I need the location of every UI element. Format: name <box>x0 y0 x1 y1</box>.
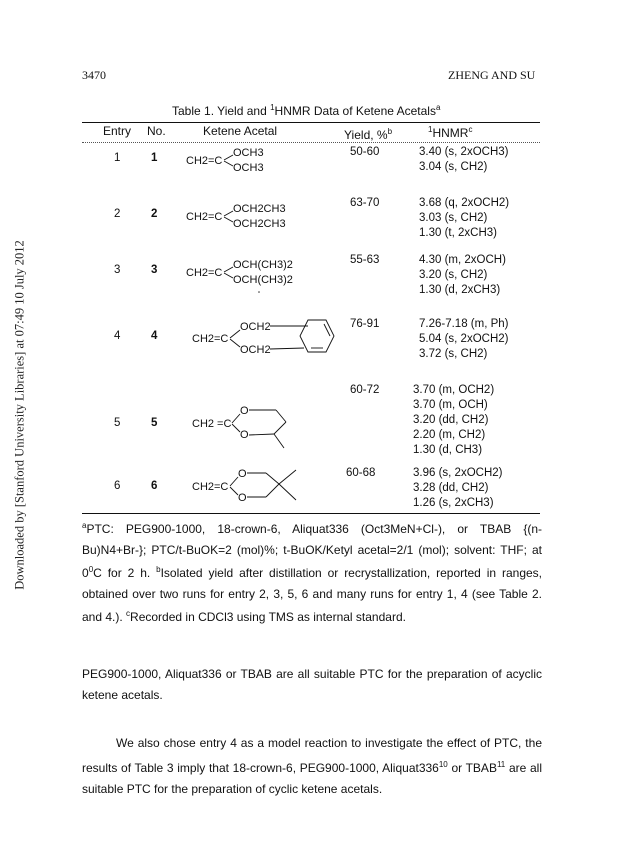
row2-nmr-0: 3.68 (q, 2xOCH2) <box>419 197 510 209</box>
paragraph-2-c: are all suitable PTC for the preparation of cyclic ketene acetals. <box>82 761 542 796</box>
download-note-text: Downloaded by [Stanford University Libraries] at 07:49 10 July 2012 <box>12 240 27 590</box>
row2-nmr-1: 3.03 (s, CH2) <box>419 212 488 224</box>
structure-5 <box>186 398 346 457</box>
row3-nmr-2: 1.30 (d, 2xCH3) <box>419 284 501 296</box>
table-caption <box>172 103 440 118</box>
header-yield-sup: b <box>387 127 393 136</box>
header-ketene: Ketene Acetal <box>203 124 278 138</box>
s2-top: OCH2CH3 <box>233 203 286 215</box>
s6-left: CH2=C <box>192 481 229 493</box>
row4-no: 4 <box>151 330 158 342</box>
header-nmr-note: c <box>468 125 473 134</box>
row5-nmr-4: 1.30 (d, CH3) <box>413 444 483 456</box>
row5-nmr-0: 3.70 (m, OCH2) <box>413 384 495 396</box>
row4-entry: 4 <box>114 330 121 342</box>
header-yield-label: Yield, % <box>344 128 388 142</box>
row4-nmr-1: 5.04 (s, 2xOCH2) <box>419 333 509 345</box>
row5-entry: 5 <box>114 417 121 429</box>
row6-nmr-0: 3.96 (s, 2xOCH2) <box>413 467 503 479</box>
row5-yield: 60-72 <box>350 384 380 396</box>
row6-entry: 6 <box>114 480 121 492</box>
s2-bottom: OCH2CH3 <box>233 218 286 230</box>
footnote-b-text: Isolated yield after distillation or recrystallization, reported in ranges, obtained over two runs for entry 2, 3, 5, 6 and many runs for entry 1, 4 (see Table 2. and 4.). <box>82 566 542 624</box>
footnote-a-text-1: PTC: PEG900-1000, 18-crown-6, Aliquat336 (Oct3MeN+Cl-), or TBAB {(n-Bu)N4+Br-}; PTC/t-BuOK=2 (mol)%; t-BuOK/Ketyl acetal=2/1 (mol); solvent: THF; at 0 <box>82 522 542 580</box>
footnote-b-mark: b <box>156 565 161 574</box>
s6-top: O <box>238 468 247 480</box>
row5-nmr-3: 2.20 (m, CH2) <box>413 429 486 441</box>
s3-bottom: OCH(CH3)2 <box>233 274 293 286</box>
ref-10: 10 <box>438 760 448 769</box>
row3-no: 3 <box>151 264 158 276</box>
row1-nmr-0: 3.40 (s, 2xOCH3) <box>419 146 509 158</box>
row2-yield: 63-70 <box>350 197 380 209</box>
s5-top: O <box>240 405 249 417</box>
page-number: 3470 <box>82 68 106 82</box>
s4-left: CH2=C <box>192 333 229 345</box>
structure-4 <box>186 314 346 369</box>
s3-top: OCH(CH3)2 <box>233 259 293 271</box>
row6-yield: 60-68 <box>346 467 376 479</box>
running-head: ZHENG AND SU <box>448 68 536 82</box>
row1-entry: 1 <box>114 152 121 164</box>
structure-6 <box>186 462 346 517</box>
row6-nmr-2: 1.26 (s, 2xCH3) <box>413 497 494 509</box>
row1-yield: 50-60 <box>350 146 380 158</box>
ref-11: 11 <box>496 760 506 769</box>
caption-rest: HNMR Data of Ketene Acetals <box>274 104 436 118</box>
paragraph-2 <box>82 733 542 800</box>
row3-entry: 3 <box>114 264 121 276</box>
header-yield <box>344 125 392 143</box>
structure-3 <box>186 256 326 301</box>
header-nmr <box>428 123 472 141</box>
footnote-c-mark: c <box>126 609 131 618</box>
paragraph-2-b: or TBAB <box>447 761 497 775</box>
s3-left: CH2=C <box>186 267 223 279</box>
header-nmr-sup: 1 <box>428 125 433 134</box>
row6-nmr-1: 3.28 (dd, CH2) <box>413 482 489 494</box>
header-no: No. <box>147 124 166 138</box>
s1-left: CH2=C <box>186 155 223 167</box>
paragraph-2-a: We also chose entry 4 as a model reaction to investigate the effect of PTC, the results of Table 3 imply that 18-crown-6, PEG900-1000, Aliquat336 <box>82 736 542 775</box>
row2-no: 2 <box>151 208 158 220</box>
row2-entry: 2 <box>114 208 121 220</box>
row2-nmr-2: 1.30 (t, 2xCH3) <box>419 227 497 239</box>
row6-no: 6 <box>151 480 158 492</box>
row4-yield: 76-91 <box>350 318 380 330</box>
s6-bottom: O <box>238 492 247 504</box>
footnote-a-mark: a <box>82 521 87 530</box>
download-note <box>8 180 32 650</box>
footnote-c-text: Recorded in CDCl3 using TMS as internal standard. <box>130 610 406 624</box>
row3-nmr-1: 3.20 (s, CH2) <box>419 269 488 281</box>
header-entry: Entry <box>103 124 132 138</box>
table-caption-lead: Table 1. Yield and <box>172 104 271 118</box>
caption-note: a <box>435 103 441 112</box>
header-nmr-label: HNMR <box>432 126 469 140</box>
row4-nmr-0: 7.26-7.18 (m, Ph) <box>419 318 509 330</box>
row5-no: 5 <box>151 417 158 429</box>
table-header-rule <box>82 142 540 143</box>
row5-nmr-1: 3.70 (m, OCH) <box>413 399 488 411</box>
s1-top: OCH3 <box>233 147 264 159</box>
structure-1 <box>186 144 306 183</box>
row5-nmr-2: 3.20 (dd, CH2) <box>413 414 489 426</box>
row1-nmr-1: 3.04 (s, CH2) <box>419 161 488 173</box>
s4-bottom: OCH2 <box>240 344 271 356</box>
footnote-a-deg: 0 <box>88 565 94 574</box>
s1-bottom: OCH3 <box>233 162 264 174</box>
caption-sup: 1 <box>270 103 275 112</box>
row4-nmr-2: 3.72 (s, CH2) <box>419 348 488 360</box>
s4-top: OCH2 <box>240 321 271 333</box>
paragraph-1: PEG900-1000, Aliquat336 or TBAB are all suitable PTC for the preparation of acyclic ketene acetals. <box>82 667 542 702</box>
table-footnotes <box>82 516 542 628</box>
s5-left: CH2 =C <box>192 418 232 430</box>
row1-no: 1 <box>151 152 158 164</box>
s2-left: CH2=C <box>186 211 223 223</box>
row3-yield: 55-63 <box>350 254 380 266</box>
footnote-a-text-2: C for 2 h. <box>93 566 151 580</box>
row3-nmr-0: 4.30 (m, 2xOCH) <box>419 254 506 266</box>
structure-2 <box>186 200 316 239</box>
s5-bottom: O <box>240 429 249 441</box>
